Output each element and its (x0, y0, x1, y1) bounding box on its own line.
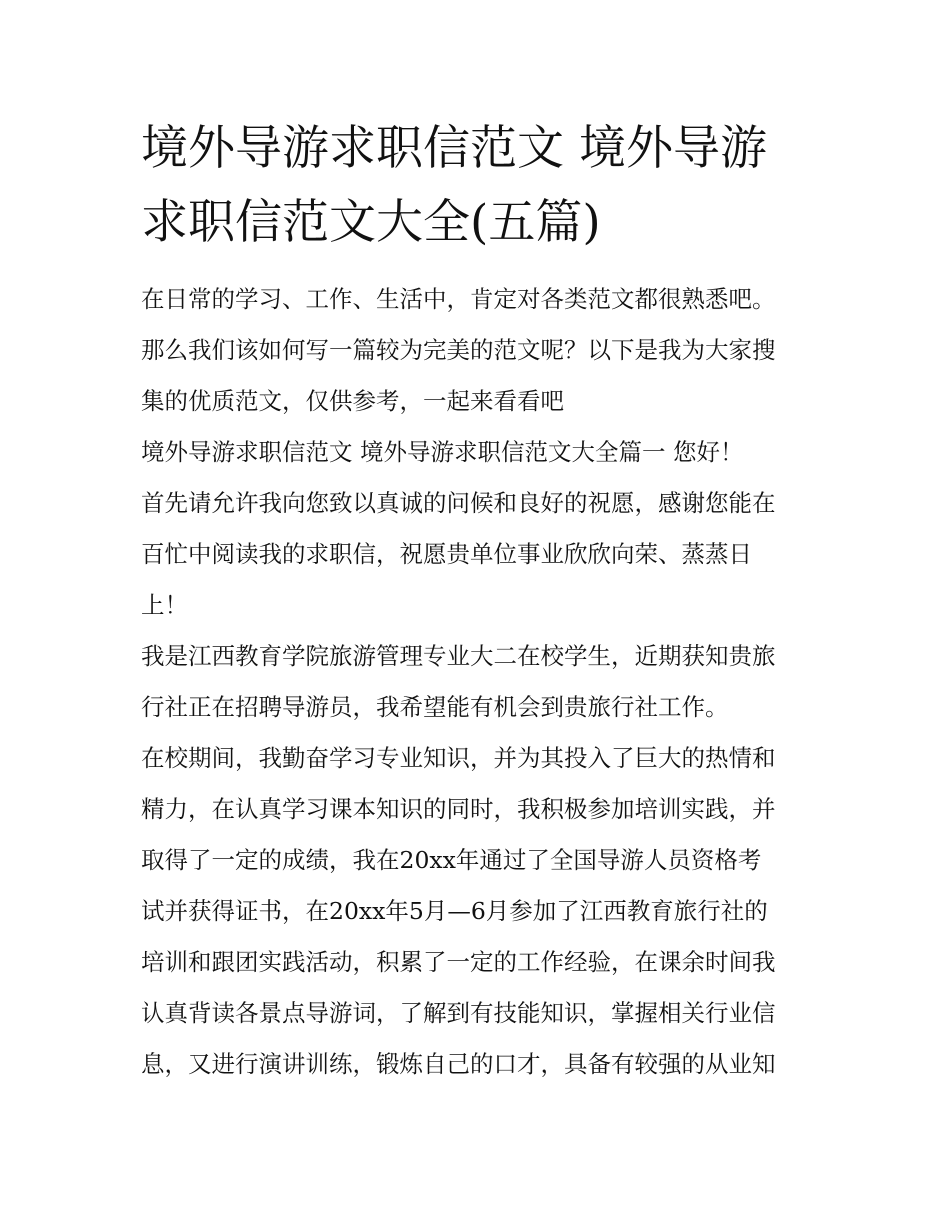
body-line: 在日常的学习、工作、生活中，肯定对各类范文都很熟悉吧。 (141, 285, 776, 313)
body-line: 认真背读各景点导游词，了解到有技能知识，掌握相关行业信 (141, 999, 776, 1027)
body-line: 境外导游求职信范文 境外导游求职信范文大全篇一 您好！ (141, 438, 744, 466)
body-line: 精力，在认真学习课本知识的同时，我积极参加培训实践，并 (141, 795, 776, 823)
body-line: 首先请允许我向您致以真诚的问候和良好的祝愿，感谢您能在 (141, 489, 776, 517)
document-title (141, 112, 821, 260)
body-line: 在校期间，我勤奋学习专业知识，并为其投入了巨大的热情和 (141, 744, 776, 772)
body-line: 试并获得证书，在20xx年5月—6月参加了江西教育旅行社的 (141, 897, 768, 925)
body-line: 息，又进行演讲训练，锻炼自己的口才，具备有较强的从业知 (141, 1050, 776, 1078)
body-line: 我是江西教育学院旅游管理专业大二在校学生，近期获知贵旅 (141, 642, 776, 670)
body-line: 上！ (141, 591, 188, 619)
body-line: 百忙中阅读我的求职信，祝愿贵单位事业欣欣向荣、蒸蒸日 (141, 540, 752, 568)
body-line: 那么我们该如何写一篇较为完美的范文呢？以下是我为大家搜 (141, 336, 776, 364)
body-line: 培训和跟团实践活动，积累了一定的工作经验，在课余时间我 (141, 948, 776, 976)
title-line: 求职信范文大全(五篇) (141, 195, 601, 250)
body-line: 取得了一定的成绩，我在20xx年通过了全国导游人员资格考 (141, 846, 762, 874)
title-line: 境外导游求职信范文 境外导游 (141, 121, 767, 176)
body-line: 集的优质范文，仅供参考，一起来看看吧 (141, 387, 564, 415)
body-line: 行社正在招聘导游员，我希望能有机会到贵旅行社工作。 (141, 693, 729, 721)
document-body (141, 274, 821, 1090)
